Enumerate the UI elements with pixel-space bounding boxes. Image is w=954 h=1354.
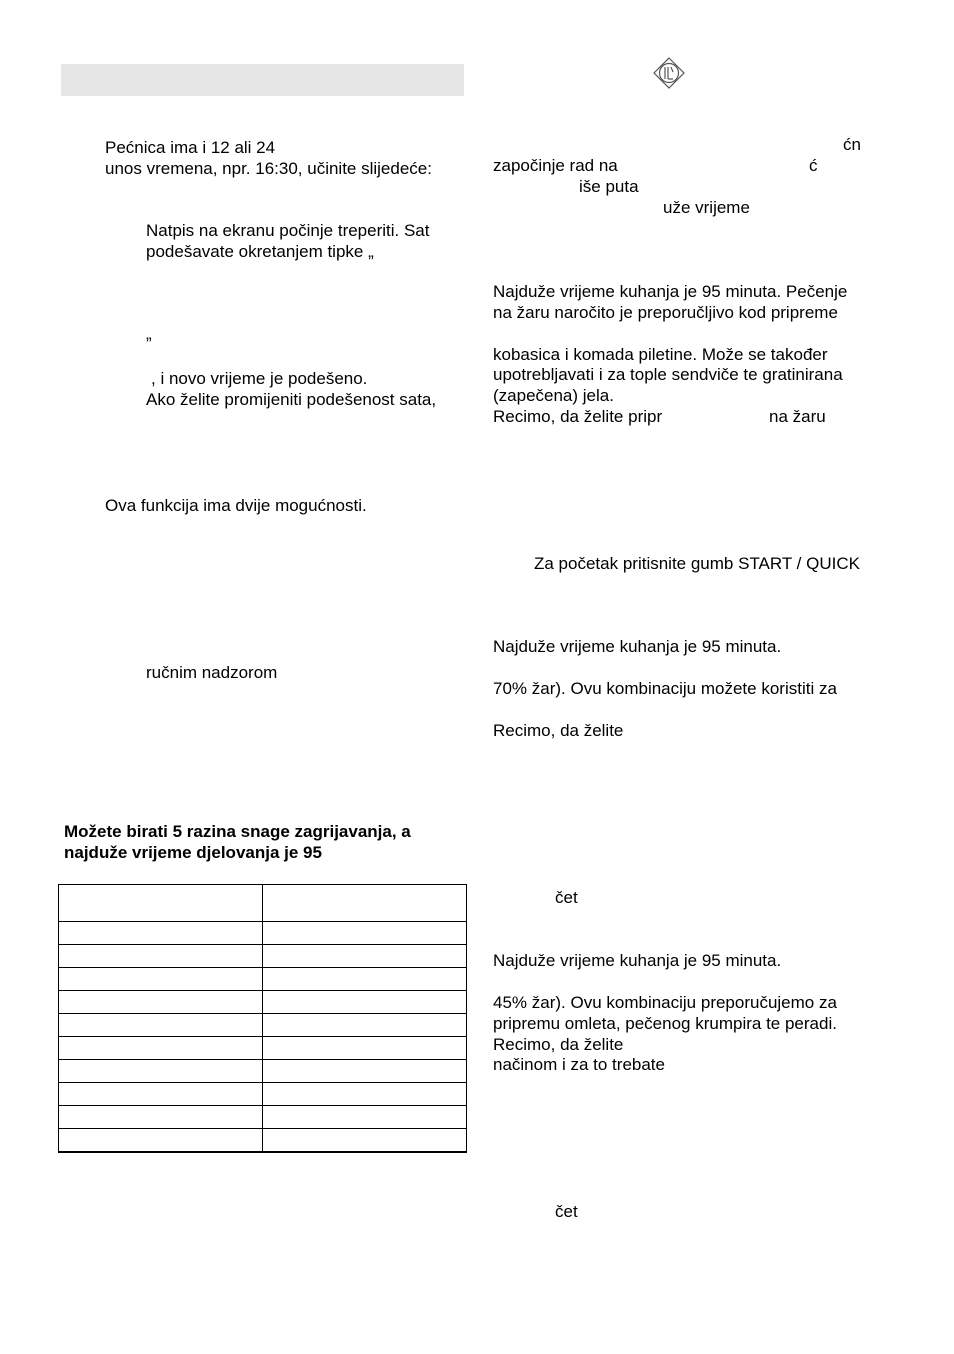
- table-header-row: [59, 885, 467, 922]
- function-text: Ova funkcija ima dvije mogućnosti.: [105, 496, 367, 515]
- clock-done-line-1: , i novo vrijeme je podešeno.: [151, 369, 368, 388]
- table-cell: [263, 991, 467, 1014]
- combo2-line-6: načinom i za to trebate: [493, 1055, 665, 1074]
- grill-recimo-suffix: na žaru: [769, 407, 826, 426]
- table-cell: [263, 945, 467, 968]
- table-row: [59, 1083, 467, 1106]
- table-cell: [263, 1083, 467, 1106]
- table-cell: [263, 1106, 467, 1129]
- table-cell: [263, 1129, 467, 1153]
- grill-text-line-6: (zapečena) jela.: [493, 386, 614, 405]
- table-cell: [263, 1060, 467, 1083]
- table-row: [59, 968, 467, 991]
- grill-text-line-2: na žaru naročito je preporučljivo kod pripreme: [493, 303, 838, 322]
- microwave-brand-logo-icon: [652, 56, 686, 90]
- fragment-start: započinje rad na: [493, 156, 618, 175]
- table-row: [59, 1106, 467, 1129]
- grill-recimo-text: Recimo, da želite pripr: [493, 407, 663, 426]
- clock-step-line-1: Natpis na ekranu počinje treperiti. Sat: [146, 221, 430, 240]
- fragment-cn: ćn: [843, 135, 861, 154]
- power-levels-table: [58, 884, 467, 1153]
- table-cell: [263, 922, 467, 945]
- table-cell: [59, 968, 263, 991]
- grill-text-line-1: Najduže vrijeme kuhanja je 95 minuta. Pečenje: [493, 282, 848, 301]
- combo1-line-5: Recimo, da želite: [493, 721, 624, 740]
- table-cell: [263, 885, 467, 922]
- clock-intro-line-2: unos vremena, npr. 16:30, učinite slijedeće:: [105, 159, 432, 178]
- combo2-line-1: Najduže vrijeme kuhanja je 95 minuta.: [493, 951, 782, 970]
- clock-step-line-2: podešavate okretanjem tipke „: [146, 242, 374, 261]
- table-row: [59, 1129, 467, 1153]
- combo2-line-5: Recimo, da želite: [493, 1035, 624, 1054]
- table-row: [59, 1037, 467, 1060]
- combo2-line-3: 45% žar). Ovu kombinaciju preporučujemo za: [493, 993, 837, 1012]
- fragment-c: ć: [809, 156, 818, 175]
- fragment-puta: iše puta: [579, 177, 639, 196]
- quote-close: ”: [146, 334, 152, 353]
- table-cell: [59, 1060, 263, 1083]
- table-cell: [59, 1106, 263, 1129]
- table-cell: [59, 945, 263, 968]
- table-cell: [59, 922, 263, 945]
- cet-text-1: čet: [555, 888, 578, 907]
- table-cell: [263, 1014, 467, 1037]
- table-row: [59, 922, 467, 945]
- power-heading-line-2: najduže vrijeme djelovanja je 95: [64, 843, 322, 862]
- table-row: [59, 991, 467, 1014]
- table-row: [59, 1060, 467, 1083]
- combo1-line-1: Najduže vrijeme kuhanja je 95 minuta.: [493, 637, 782, 656]
- table-cell: [59, 991, 263, 1014]
- table-cell: [59, 885, 263, 922]
- table-cell: [59, 1037, 263, 1060]
- table-cell: [263, 968, 467, 991]
- cet-text-2: čet: [555, 1202, 578, 1221]
- fragment-vrijeme: uže vrijeme: [663, 198, 750, 217]
- combo1-line-3: 70% žar). Ovu kombinaciju možete koristiti za: [493, 679, 837, 698]
- table-row: [59, 945, 467, 968]
- table-cell: [59, 1014, 263, 1037]
- manual-text: ručnim nadzorom: [146, 663, 278, 682]
- power-heading-line-1: Možete birati 5 razina snage zagrijavanja, a: [64, 822, 411, 841]
- combo2-line-4: pripremu omleta, pečenog krumpira te peradi.: [493, 1014, 837, 1033]
- table-cell: [59, 1129, 263, 1153]
- grill-text-line-5: upotrebljavati i za tople sendviče te gratinirana: [493, 365, 843, 384]
- clock-intro-line-1: Pećnica ima i 12 ali 24: [105, 138, 276, 157]
- grill-text-line-4: kobasica i komada piletine. Može se također: [493, 345, 828, 364]
- start-instruction: Za početak pritisnite gumb START / QUICK: [534, 554, 860, 573]
- clock-done-line-2: Ako želite promijeniti podešenost sata,: [146, 390, 437, 409]
- section-header-bar: [61, 64, 464, 96]
- table-cell: [59, 1083, 263, 1106]
- table-cell: [263, 1037, 467, 1060]
- table-row: [59, 1014, 467, 1037]
